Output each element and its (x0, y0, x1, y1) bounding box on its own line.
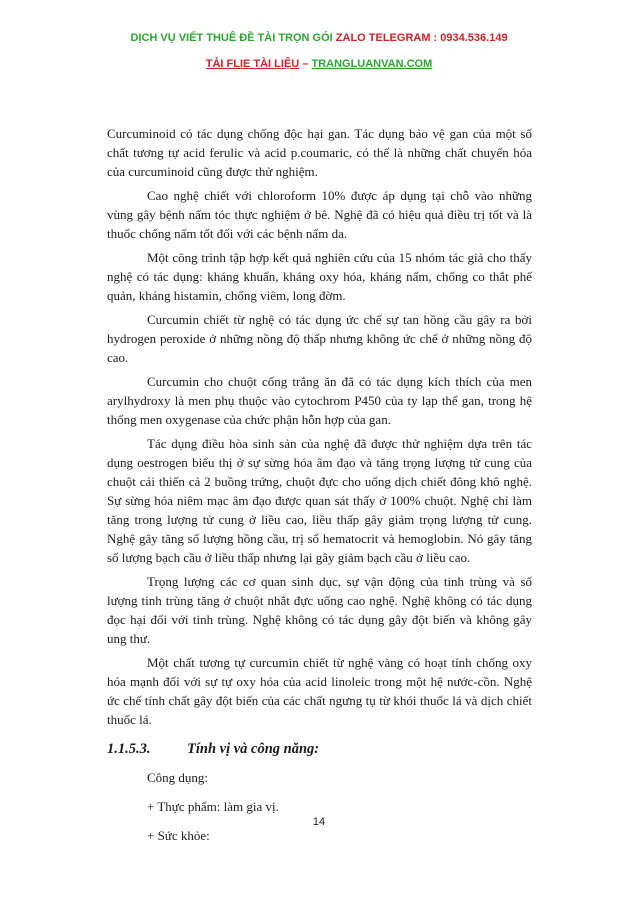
header-download-link[interactable]: TẢI FLIE TÀI LIỆU (205, 58, 300, 70)
section-heading (107, 739, 532, 759)
paragraph-2: Cao nghệ chiết với chloroform 10% được áp dụng tại chỗ vào những vùng gây bệnh nấm tóc thực nghiệm ở bê. Nghệ đã có hiệu quả điều trị tốt và là thuốc chống nấm tốt đối với các bệnh nấm da. (107, 188, 532, 241)
header-line-1 (0, 32, 638, 44)
list-item: Công dụng: (147, 770, 209, 785)
page-number: 14 (312, 816, 326, 828)
paragraph-8: Một chất tương tự curcumin chiết từ nghệ vàng có hoạt tính chống oxy hóa mạnh đối với sự tự oxy hóa của acid linoleic trong một hệ nước-cồn. Nghệ ức chế tính chất gây đột biến của các chất ngưng tụ từ khói thuốc lá và dịch chiết thuốc lá. (107, 655, 532, 727)
list-item: + Sức khỏe: (147, 828, 210, 843)
header-separator: – (299, 58, 312, 70)
paragraph-6: Tác dụng điều hòa sinh sản của nghệ đã được thử nghiệm dựa trên tác dụng oestrogen biểu thị ở sự sừng hóa âm đạo và tăng trọng lượng tử cung của chuột cái thiến cả 2 buồng trứng, chuột đực cho uống dịch chiết đông khô nghệ. Sự sừng hóa niêm mạc âm đạo được quan sát thấy ở 100% chuột. Nghệ chỉ làm tăng trong lượng tử cung ở liều cao, liều thấp gây giảm trọng lượng tử cung. Nghệ gây tăng số lượng hồng cầu, trị số hematocrit và hemoglobin. Nó gây tăng số lượng bạch cầu ở liều thấp nhưng lại gây giảm bạch cầu ở liều cao. (107, 436, 532, 565)
paragraph-4: Curcumin chiết từ nghệ có tác dụng ức chế sự tan hồng cầu gây ra bởi hydrogen peroxide ở những nồng độ thấp nhưng không ức chế ở những nồng độ cao. (107, 312, 532, 365)
section-title: Tính vị và công năng: (187, 741, 320, 757)
paragraph-3: Một công trình tập hợp kết quả nghiên cứu của 15 nhóm tác giả cho thấy nghệ có tác dụng: kháng khuẩn, kháng oxy hóa, kháng nấm, chống co thắt phế quản, kháng histamin, chống viêm, long đờm. (107, 250, 532, 303)
paragraph-5: Curcumin cho chuột cống trắng ăn đã có tác dụng kích thích của men arylhydroxy là men phụ thuộc vào cytochrom P450 của ty lạp thể gan, trong hệ thống men oxygenase của chức phận hỗn hợp của gan. (107, 374, 532, 427)
document-body (107, 124, 532, 855)
paragraph-7: Trọng lượng các cơ quan sinh dục, sự vận động của tinh trùng và số lượng tinh trùng tăng ở chuột nhắt đực uống cao nghệ. Nghệ không có tác dụng đọc hại đối với tinh trùng. Nghệ không có tác dụng gây đột biến và không gây ung thư. (107, 574, 532, 646)
section-number: 1.1.5.3. (107, 741, 151, 757)
header-service-text: DỊCH VỤ VIẾT THUÊ ĐỀ TÀI TRỌN GÓI (130, 32, 336, 44)
header-line-2 (0, 58, 638, 70)
header-website-link[interactable]: TRANGLUANVAN.COM (311, 58, 433, 70)
paragraph-1: Curcuminoid có tác dụng chống độc hại gan. Tác dụng bảo vệ gan của một số chất tương tự acid ferulic và acid p.coumaric, có thể là những chất chuyển hóa của curcuminoid cũng được thử nghiệm. (107, 126, 532, 179)
header-contact-text: ZALO TELEGRAM : 0934.536.149 (335, 32, 508, 44)
list-item: + Thực phẩm: làm gia vị. (147, 799, 279, 814)
